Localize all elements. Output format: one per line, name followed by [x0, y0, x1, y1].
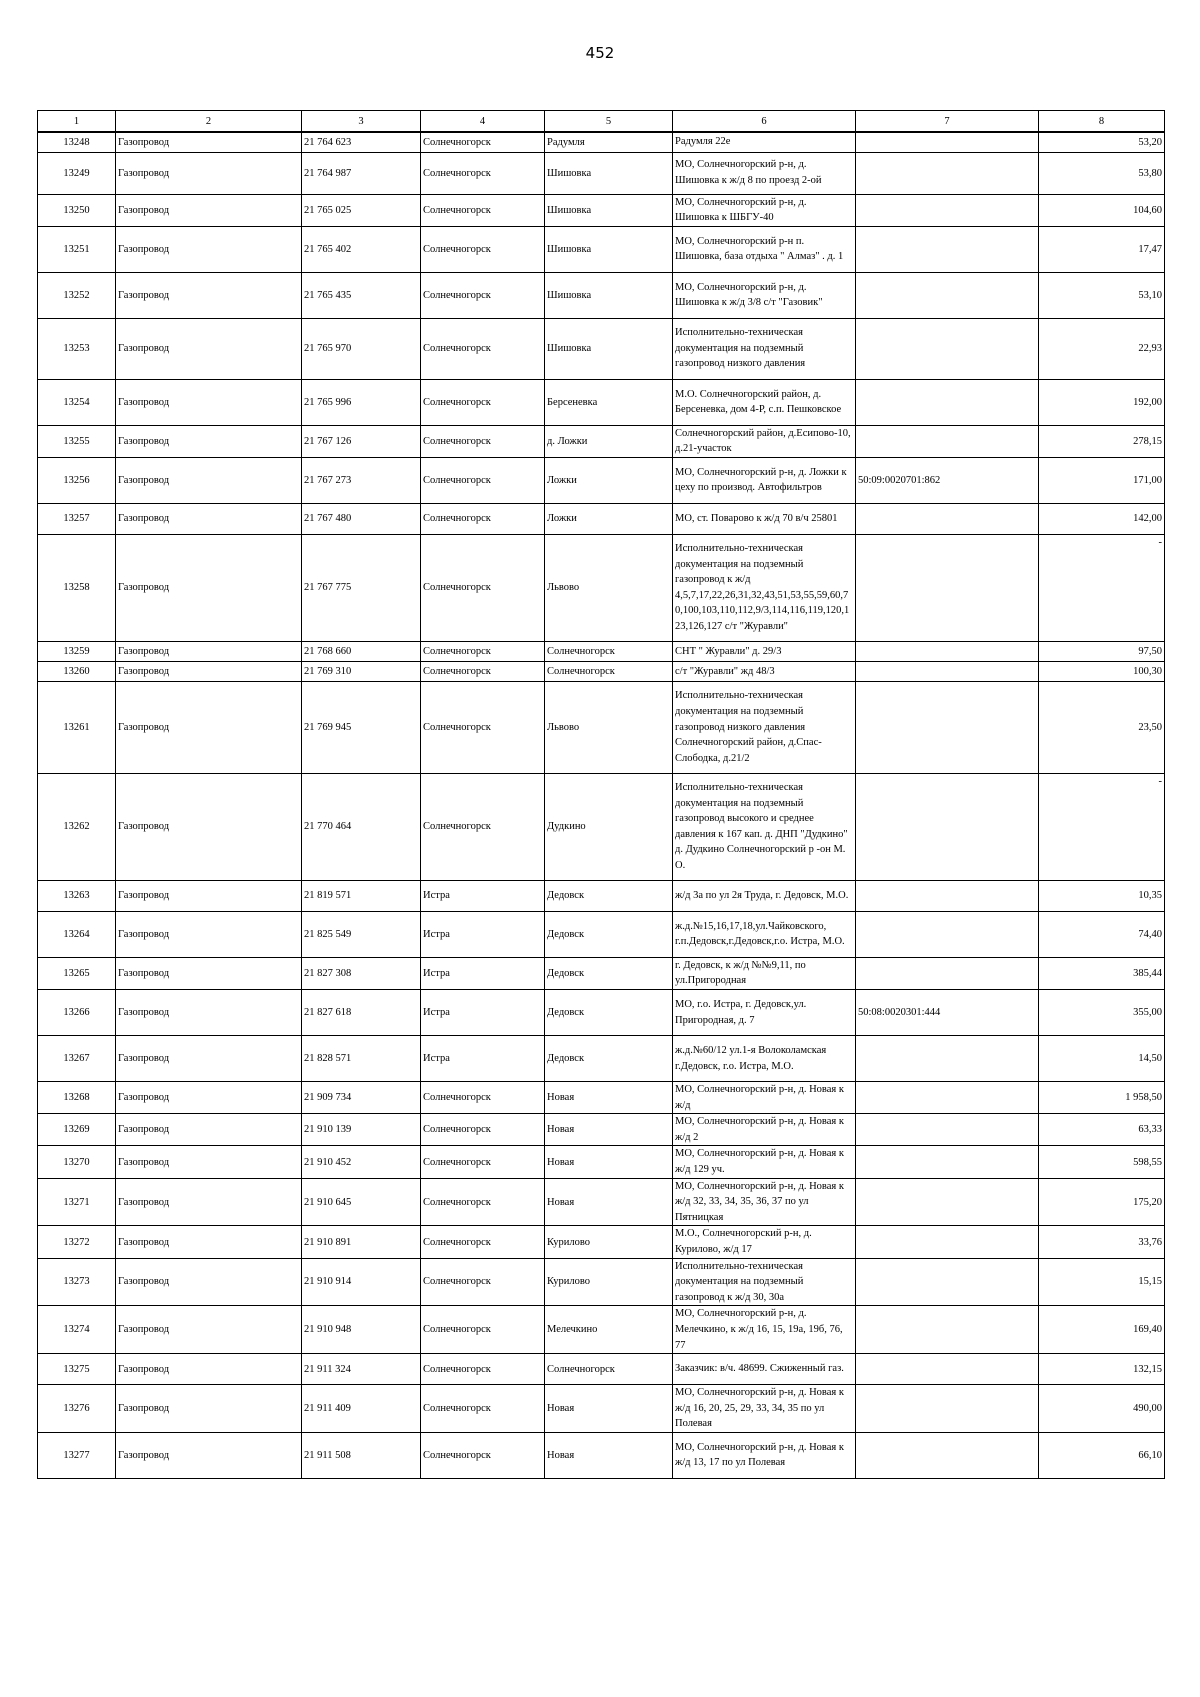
- locality-cell: Курилово: [545, 1226, 673, 1258]
- district-cell: Истра: [421, 880, 545, 911]
- object-code-cell: 21 769 310: [302, 661, 421, 681]
- value-cell: 63,33: [1039, 1114, 1165, 1146]
- address-cell: М.О. Солнечногорский район, д. Берсеневка, дом 4-Р, с.п. Пешковское: [673, 379, 856, 425]
- record-number-cell: 13258: [38, 534, 116, 641]
- object-code-cell: 21 767 126: [302, 425, 421, 457]
- district-cell: Солнечногорск: [421, 503, 545, 534]
- table-row: [38, 457, 1165, 503]
- district-cell: Истра: [421, 957, 545, 989]
- value-cell: 14,50: [1039, 1036, 1165, 1082]
- table-row: [38, 1114, 1165, 1146]
- table-row: [38, 990, 1165, 1036]
- value-cell: -: [1039, 534, 1165, 641]
- locality-cell: Дедовск: [545, 957, 673, 989]
- address-cell: ж/д 3а по ул 2я Труда, г. Дедовск, М.О.: [673, 880, 856, 911]
- locality-cell: Дудкино: [545, 773, 673, 880]
- address-cell: г. Дедовск, к ж/д №№9,11, по ул.Пригородная: [673, 957, 856, 989]
- cadastral-number-cell: [856, 773, 1039, 880]
- cadastral-number-cell: [856, 379, 1039, 425]
- column-header: 3: [302, 111, 421, 133]
- object-code-cell: 21 819 571: [302, 880, 421, 911]
- locality-cell: Новая: [545, 1114, 673, 1146]
- table-row: [38, 194, 1165, 226]
- address-cell: МО, Солнечногорский р-н, д. Новая к ж/д 16, 20, 25, 29, 33, 34, 35 по ул Полевая: [673, 1385, 856, 1433]
- table-row: [38, 1146, 1165, 1178]
- table-row: [38, 773, 1165, 880]
- object-type-cell: Газопровод: [116, 132, 302, 152]
- record-number-cell: 13255: [38, 425, 116, 457]
- object-code-cell: 21 765 996: [302, 379, 421, 425]
- district-cell: Солнечногорск: [421, 1385, 545, 1433]
- address-cell: МО, г.о. Истра, г. Дедовск,ул. Пригородная, д. 7: [673, 990, 856, 1036]
- address-cell: МО, Солнечногорский р-н, д. Новая к ж/д 32, 33, 34, 35, 36, 37 по ул Пятницкая: [673, 1178, 856, 1226]
- column-header: 5: [545, 111, 673, 133]
- object-code-cell: 21 770 464: [302, 773, 421, 880]
- object-type-cell: Газопровод: [116, 661, 302, 681]
- table-row: [38, 425, 1165, 457]
- object-code-cell: 21 910 891: [302, 1226, 421, 1258]
- address-cell: МО, Солнечногорский р-н, д. Шишовка к ШБГУ-40: [673, 194, 856, 226]
- locality-cell: Дедовск: [545, 1036, 673, 1082]
- value-cell: 22,93: [1039, 318, 1165, 379]
- record-number-cell: 13268: [38, 1082, 116, 1114]
- table-row: [38, 1354, 1165, 1385]
- record-number-cell: 13257: [38, 503, 116, 534]
- value-cell: 355,00: [1039, 990, 1165, 1036]
- address-cell: МО, Солнечногорский р-н, д. Ложки к цеху по производ. Автофильтров: [673, 457, 856, 503]
- value-cell: 17,47: [1039, 226, 1165, 272]
- locality-cell: д. Ложки: [545, 425, 673, 457]
- object-type-cell: Газопровод: [116, 1082, 302, 1114]
- locality-cell: Шишовка: [545, 194, 673, 226]
- object-type-cell: Газопровод: [116, 1306, 302, 1354]
- address-cell: с/т "Журавли" жд 48/3: [673, 661, 856, 681]
- table-row: [38, 1385, 1165, 1433]
- object-type-cell: Газопровод: [116, 1178, 302, 1226]
- object-code-cell: 21 828 571: [302, 1036, 421, 1082]
- value-cell: 490,00: [1039, 1385, 1165, 1433]
- address-cell: МО, Солнечногорский р-н, д. Новая к ж/д: [673, 1082, 856, 1114]
- cadastral-number-cell: [856, 1178, 1039, 1226]
- district-cell: Солнечногорск: [421, 661, 545, 681]
- record-number-cell: 13249: [38, 152, 116, 194]
- object-type-cell: Газопровод: [116, 1432, 302, 1478]
- address-cell: МО, Солнечногорский р-н, д. Шишовка к ж/д 3/8 с/т "Газовик": [673, 272, 856, 318]
- district-cell: Солнечногорск: [421, 1146, 545, 1178]
- record-number-cell: 13250: [38, 194, 116, 226]
- cadastral-number-cell: [856, 534, 1039, 641]
- cadastral-number-cell: [856, 194, 1039, 226]
- address-cell: Солнечногорский район, д.Есипово-10, д.21-участок: [673, 425, 856, 457]
- object-code-cell: 21 764 987: [302, 152, 421, 194]
- cadastral-number-cell: 50:09:0020701:862: [856, 457, 1039, 503]
- record-number-cell: 13252: [38, 272, 116, 318]
- cadastral-number-cell: [856, 1036, 1039, 1082]
- column-header: 8: [1039, 111, 1165, 133]
- object-type-cell: Газопровод: [116, 457, 302, 503]
- value-cell: 10,35: [1039, 880, 1165, 911]
- object-code-cell: 21 910 452: [302, 1146, 421, 1178]
- district-cell: Солнечногорск: [421, 1354, 545, 1385]
- object-code-cell: 21 909 734: [302, 1082, 421, 1114]
- address-cell: Исполнительно-техническая документация на подземный газопровод низкого давления Солнечногорский район, д.Спас-Слободка, д.21/2: [673, 681, 856, 773]
- cadastral-number-cell: [856, 503, 1039, 534]
- district-cell: Солнечногорск: [421, 194, 545, 226]
- district-cell: Солнечногорск: [421, 773, 545, 880]
- object-type-cell: Газопровод: [116, 1146, 302, 1178]
- table-row: [38, 379, 1165, 425]
- cadastral-number-cell: [856, 641, 1039, 661]
- value-cell: -: [1039, 773, 1165, 880]
- object-code-cell: 21 910 948: [302, 1306, 421, 1354]
- value-cell: 192,00: [1039, 379, 1165, 425]
- record-number-cell: 13272: [38, 1226, 116, 1258]
- record-number-cell: 13269: [38, 1114, 116, 1146]
- record-number-cell: 13256: [38, 457, 116, 503]
- object-type-cell: Газопровод: [116, 503, 302, 534]
- object-code-cell: 21 910 914: [302, 1258, 421, 1306]
- object-type-cell: Газопровод: [116, 1226, 302, 1258]
- table-row: [38, 1082, 1165, 1114]
- record-number-cell: 13260: [38, 661, 116, 681]
- object-code-cell: 21 825 549: [302, 911, 421, 957]
- value-cell: 53,80: [1039, 152, 1165, 194]
- object-code-cell: 21 765 025: [302, 194, 421, 226]
- district-cell: Солнечногорск: [421, 534, 545, 641]
- table-row: [38, 681, 1165, 773]
- locality-cell: Новая: [545, 1178, 673, 1226]
- locality-cell: Дедовск: [545, 880, 673, 911]
- value-cell: 169,40: [1039, 1306, 1165, 1354]
- district-cell: Истра: [421, 1036, 545, 1082]
- district-cell: Солнечногорск: [421, 457, 545, 503]
- object-code-cell: 21 827 618: [302, 990, 421, 1036]
- locality-cell: Ложки: [545, 457, 673, 503]
- registry-table: [37, 110, 1165, 1479]
- value-cell: 171,00: [1039, 457, 1165, 503]
- locality-cell: Новая: [545, 1385, 673, 1433]
- table-row: [38, 661, 1165, 681]
- object-code-cell: 21 910 139: [302, 1114, 421, 1146]
- table-row: [38, 534, 1165, 641]
- value-cell: 66,10: [1039, 1432, 1165, 1478]
- locality-cell: Мелечкино: [545, 1306, 673, 1354]
- cadastral-number-cell: [856, 1354, 1039, 1385]
- table-row: [38, 226, 1165, 272]
- cadastral-number-cell: [856, 1146, 1039, 1178]
- record-number-cell: 13251: [38, 226, 116, 272]
- record-number-cell: 13267: [38, 1036, 116, 1082]
- column-header: 4: [421, 111, 545, 133]
- value-cell: 1 958,50: [1039, 1082, 1165, 1114]
- record-number-cell: 13265: [38, 957, 116, 989]
- address-cell: МО, Солнечногорский р-н, д. Шишовка к ж/д 8 по проезд 2-ой: [673, 152, 856, 194]
- column-header: 7: [856, 111, 1039, 133]
- object-code-cell: 21 765 402: [302, 226, 421, 272]
- locality-cell: Львово: [545, 681, 673, 773]
- record-number-cell: 13273: [38, 1258, 116, 1306]
- cadastral-number-cell: [856, 1432, 1039, 1478]
- object-code-cell: 21 911 324: [302, 1354, 421, 1385]
- value-cell: 15,15: [1039, 1258, 1165, 1306]
- address-cell: ж.д.№15,16,17,18,ул.Чайковского, г.п.Дедовск,г.Дедовск,г.о. Истра, М.О.: [673, 911, 856, 957]
- record-number-cell: 13266: [38, 990, 116, 1036]
- cadastral-number-cell: [856, 880, 1039, 911]
- cadastral-number-cell: [856, 1258, 1039, 1306]
- district-cell: Солнечногорск: [421, 1258, 545, 1306]
- cadastral-number-cell: [856, 226, 1039, 272]
- cadastral-number-cell: [856, 132, 1039, 152]
- object-type-cell: Газопровод: [116, 990, 302, 1036]
- address-cell: Радумля 22е: [673, 132, 856, 152]
- address-cell: Исполнительно-техническая документация на подземный газопровод высокого и среднее давления к 167 кап. д. ДНП "Дудкино" д. Дудкино Солнечногорский р -он М. О.: [673, 773, 856, 880]
- address-cell: Исполнительно-техническая документация на подземный газопровод к ж/д 4,5,7,17,22,26,31,32,43,51,53,55,59,60,70,100,103,110,112,9/3,114,116,119,120,123,126,127 с/т "Журавли": [673, 534, 856, 641]
- record-number-cell: 13263: [38, 880, 116, 911]
- cadastral-number-cell: [856, 1114, 1039, 1146]
- table-row: [38, 880, 1165, 911]
- value-cell: 33,76: [1039, 1226, 1165, 1258]
- record-number-cell: 13264: [38, 911, 116, 957]
- locality-cell: Новая: [545, 1146, 673, 1178]
- locality-cell: Шишовка: [545, 318, 673, 379]
- table-row: [38, 911, 1165, 957]
- record-number-cell: 13271: [38, 1178, 116, 1226]
- object-code-cell: 21 765 435: [302, 272, 421, 318]
- object-code-cell: 21 910 645: [302, 1178, 421, 1226]
- object-type-cell: Газопровод: [116, 1385, 302, 1433]
- object-code-cell: 21 767 480: [302, 503, 421, 534]
- cadastral-number-cell: [856, 1226, 1039, 1258]
- locality-cell: Львово: [545, 534, 673, 641]
- object-code-cell: 21 768 660: [302, 641, 421, 661]
- record-number-cell: 13270: [38, 1146, 116, 1178]
- table-row: [38, 1036, 1165, 1082]
- column-header: 2: [116, 111, 302, 133]
- value-cell: 132,15: [1039, 1354, 1165, 1385]
- value-cell: 104,60: [1039, 194, 1165, 226]
- district-cell: Солнечногорск: [421, 1432, 545, 1478]
- cadastral-number-cell: [856, 661, 1039, 681]
- object-type-cell: Газопровод: [116, 1258, 302, 1306]
- table-row: [38, 152, 1165, 194]
- cadastral-number-cell: [856, 425, 1039, 457]
- table-row: [38, 1178, 1165, 1226]
- object-code-cell: 21 767 273: [302, 457, 421, 503]
- district-cell: Истра: [421, 911, 545, 957]
- object-code-cell: 21 765 970: [302, 318, 421, 379]
- column-header: 1: [38, 111, 116, 133]
- cadastral-number-cell: [856, 911, 1039, 957]
- record-number-cell: 13259: [38, 641, 116, 661]
- object-type-cell: Газопровод: [116, 641, 302, 661]
- cadastral-number-cell: [856, 1082, 1039, 1114]
- district-cell: Истра: [421, 990, 545, 1036]
- district-cell: Солнечногорск: [421, 152, 545, 194]
- address-cell: МО, Солнечногорский р-н, д. Мелечкино, к ж/д 16, 15, 19а, 19б, 76, 77: [673, 1306, 856, 1354]
- table-row: [38, 641, 1165, 661]
- cadastral-number-cell: [856, 957, 1039, 989]
- value-cell: 175,20: [1039, 1178, 1165, 1226]
- object-type-cell: Газопровод: [116, 272, 302, 318]
- district-cell: Солнечногорск: [421, 1082, 545, 1114]
- value-cell: 142,00: [1039, 503, 1165, 534]
- record-number-cell: 13274: [38, 1306, 116, 1354]
- locality-cell: Дедовск: [545, 990, 673, 1036]
- object-type-cell: Газопровод: [116, 379, 302, 425]
- column-header: 6: [673, 111, 856, 133]
- locality-cell: Солнечногорск: [545, 1354, 673, 1385]
- locality-cell: Радумля: [545, 132, 673, 152]
- locality-cell: Шишовка: [545, 226, 673, 272]
- address-cell: Исполнительно-техническая документация на подземный газопровод к ж/д 30, 30а: [673, 1258, 856, 1306]
- record-number-cell: 13276: [38, 1385, 116, 1433]
- district-cell: Солнечногорск: [421, 318, 545, 379]
- cadastral-number-cell: [856, 681, 1039, 773]
- locality-cell: Курилово: [545, 1258, 673, 1306]
- object-type-cell: Газопровод: [116, 681, 302, 773]
- district-cell: Солнечногорск: [421, 379, 545, 425]
- district-cell: Солнечногорск: [421, 1306, 545, 1354]
- table-row: [38, 1258, 1165, 1306]
- locality-cell: Шишовка: [545, 272, 673, 318]
- object-type-cell: Газопровод: [116, 1114, 302, 1146]
- locality-cell: Берсеневка: [545, 379, 673, 425]
- address-cell: Заказчик: в/ч. 48699. Сжиженный газ.: [673, 1354, 856, 1385]
- district-cell: Солнечногорск: [421, 1178, 545, 1226]
- object-type-cell: Газопровод: [116, 957, 302, 989]
- value-cell: 385,44: [1039, 957, 1165, 989]
- object-type-cell: Газопровод: [116, 773, 302, 880]
- record-number-cell: 13262: [38, 773, 116, 880]
- address-cell: МО, Солнечногорский р-н п. Шишовка, база отдыха " Алмаз" . д. 1: [673, 226, 856, 272]
- record-number-cell: 13261: [38, 681, 116, 773]
- table-row: [38, 1226, 1165, 1258]
- locality-cell: Новая: [545, 1082, 673, 1114]
- district-cell: Солнечногорск: [421, 1226, 545, 1258]
- object-type-cell: Газопровод: [116, 425, 302, 457]
- district-cell: Солнечногорск: [421, 226, 545, 272]
- object-code-cell: 21 767 775: [302, 534, 421, 641]
- object-type-cell: Газопровод: [116, 534, 302, 641]
- object-type-cell: Газопровод: [116, 194, 302, 226]
- address-cell: МО, ст. Поварово к ж/д 70 в/ч 25801: [673, 503, 856, 534]
- address-cell: М.О., Солнечногорский р-н, д. Курилово, ж/д 17: [673, 1226, 856, 1258]
- object-type-cell: Газопровод: [116, 1354, 302, 1385]
- cadastral-number-cell: [856, 1385, 1039, 1433]
- value-cell: 74,40: [1039, 911, 1165, 957]
- table-body: [38, 132, 1165, 1478]
- table-row: [38, 957, 1165, 989]
- locality-cell: Новая: [545, 1432, 673, 1478]
- district-cell: Солнечногорск: [421, 272, 545, 318]
- object-code-cell: 21 769 945: [302, 681, 421, 773]
- object-type-cell: Газопровод: [116, 1036, 302, 1082]
- address-cell: МО, Солнечногорский р-н, д. Новая к ж/д 13, 17 по ул Полевая: [673, 1432, 856, 1478]
- locality-cell: Солнечногорск: [545, 641, 673, 661]
- address-cell: СНТ " Журавли" д. 29/3: [673, 641, 856, 661]
- value-cell: 97,50: [1039, 641, 1165, 661]
- object-code-cell: 21 911 409: [302, 1385, 421, 1433]
- record-number-cell: 13248: [38, 132, 116, 152]
- value-cell: 23,50: [1039, 681, 1165, 773]
- object-type-cell: Газопровод: [116, 152, 302, 194]
- object-type-cell: Газопровод: [116, 880, 302, 911]
- address-cell: Исполнительно-техническая документация на подземный газопровод низкого давления: [673, 318, 856, 379]
- locality-cell: Дедовск: [545, 911, 673, 957]
- district-cell: Солнечногорск: [421, 1114, 545, 1146]
- cadastral-number-cell: [856, 272, 1039, 318]
- district-cell: Солнечногорск: [421, 132, 545, 152]
- table-row: [38, 132, 1165, 152]
- table-row: [38, 1306, 1165, 1354]
- locality-cell: Шишовка: [545, 152, 673, 194]
- locality-cell: Солнечногорск: [545, 661, 673, 681]
- cadastral-number-cell: [856, 1306, 1039, 1354]
- value-cell: 278,15: [1039, 425, 1165, 457]
- table-row: [38, 318, 1165, 379]
- object-type-cell: Газопровод: [116, 318, 302, 379]
- object-code-cell: 21 764 623: [302, 132, 421, 152]
- object-type-cell: Газопровод: [116, 911, 302, 957]
- cadastral-number-cell: [856, 318, 1039, 379]
- header-row: [38, 111, 1165, 133]
- district-cell: Солнечногорск: [421, 641, 545, 661]
- value-cell: 53,10: [1039, 272, 1165, 318]
- record-number-cell: 13277: [38, 1432, 116, 1478]
- record-number-cell: 13254: [38, 379, 116, 425]
- table-row: [38, 272, 1165, 318]
- object-code-cell: 21 827 308: [302, 957, 421, 989]
- address-cell: ж.д.№60/12 ул.1-я Волоколамская г.Дедовск, г.о. Истра, М.О.: [673, 1036, 856, 1082]
- value-cell: 598,55: [1039, 1146, 1165, 1178]
- record-number-cell: 13275: [38, 1354, 116, 1385]
- cadastral-number-cell: [856, 152, 1039, 194]
- value-cell: 100,30: [1039, 661, 1165, 681]
- address-cell: МО, Солнечногорский р-н, д. Новая к ж/д 2: [673, 1114, 856, 1146]
- object-code-cell: 21 911 508: [302, 1432, 421, 1478]
- district-cell: Солнечногорск: [421, 425, 545, 457]
- value-cell: 53,20: [1039, 132, 1165, 152]
- object-type-cell: Газопровод: [116, 226, 302, 272]
- cadastral-number-cell: 50:08:0020301:444: [856, 990, 1039, 1036]
- table-row: [38, 1432, 1165, 1478]
- district-cell: Солнечногорск: [421, 681, 545, 773]
- table-row: [38, 503, 1165, 534]
- record-number-cell: 13253: [38, 318, 116, 379]
- page-number: 452: [585, 44, 615, 62]
- address-cell: МО, Солнечногорский р-н, д. Новая к ж/д 129 уч.: [673, 1146, 856, 1178]
- locality-cell: Ложки: [545, 503, 673, 534]
